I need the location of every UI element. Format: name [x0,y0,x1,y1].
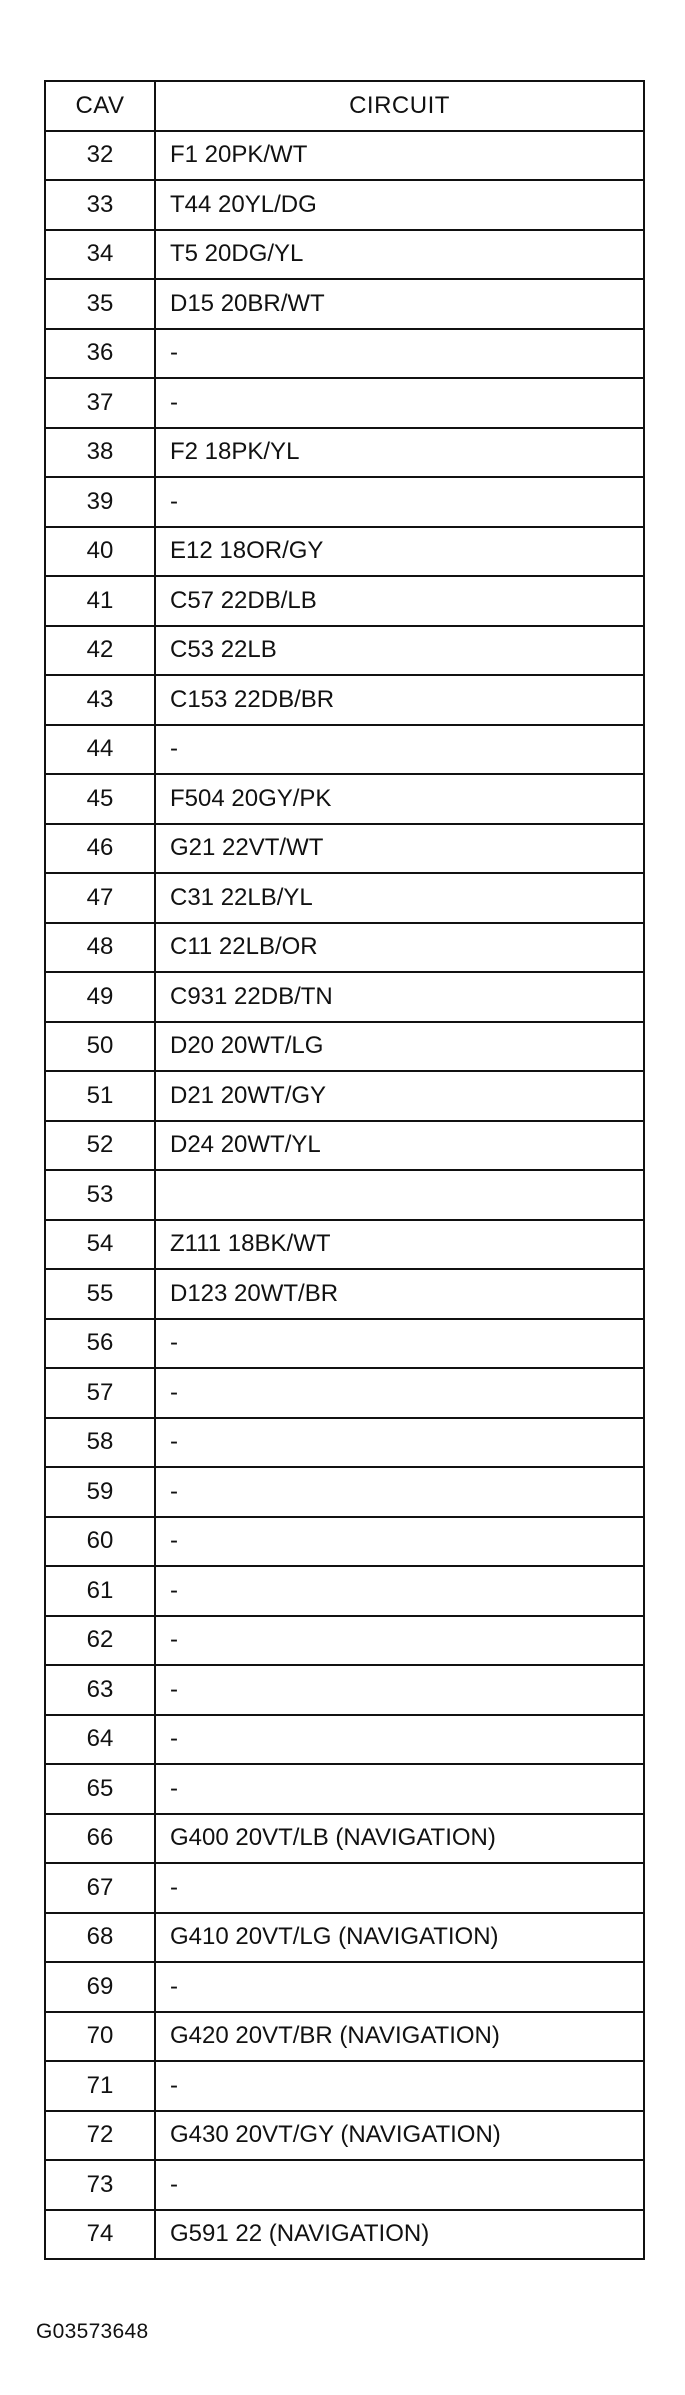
cav-cell: 37 [45,378,155,428]
circuit-cell: - [155,1962,644,2012]
table-row [45,1863,644,1913]
table-row [45,2061,644,2111]
cav-cell: 42 [45,626,155,676]
circuit-cell: C153 22DB/BR [155,675,644,725]
cav-cell: 63 [45,1665,155,1715]
cav-cell: 72 [45,2111,155,2161]
circuit-cell: - [155,1616,644,1666]
cav-cell: 69 [45,1962,155,2012]
cav-cell: 56 [45,1319,155,1369]
table-row [45,2111,644,2161]
circuit-cell: - [155,1418,644,1468]
cav-cell: 54 [45,1220,155,1270]
cav-cell: 48 [45,923,155,973]
circuit-cell: F2 18PK/YL [155,428,644,478]
cav-cell: 38 [45,428,155,478]
table-row [45,1814,644,1864]
cav-column-header: CAV [45,81,155,131]
circuit-cell: F504 20GY/PK [155,774,644,824]
circuit-cell: - [155,1566,644,1616]
cav-cell: 73 [45,2160,155,2210]
circuit-cell: G420 20VT/BR (NAVIGATION) [155,2012,644,2062]
table-row [45,1517,644,1567]
cav-cell: 36 [45,329,155,379]
cav-cell: 57 [45,1368,155,1418]
table-row [45,1566,644,1616]
circuit-cell: E12 18OR/GY [155,527,644,577]
table-row [45,2160,644,2210]
circuit-cell: - [155,2160,644,2210]
circuit-cell: G591 22 (NAVIGATION) [155,2210,644,2260]
table-row [45,626,644,676]
circuit-cell: - [155,477,644,527]
cav-cell: 50 [45,1022,155,1072]
table-row [45,329,644,379]
cav-cell: 59 [45,1467,155,1517]
table-row [45,428,644,478]
circuit-cell: - [155,1764,644,1814]
cav-cell: 41 [45,576,155,626]
table-row [45,1220,644,1270]
circuit-cell: C11 22LB/OR [155,923,644,973]
table-row [45,1071,644,1121]
circuit-cell: - [155,725,644,775]
table-row [45,1764,644,1814]
table-row [45,1121,644,1171]
table-row [45,1913,644,1963]
table-row [45,972,644,1022]
table-row [45,1368,644,1418]
circuit-cell: G21 22VT/WT [155,824,644,874]
cav-cell: 68 [45,1913,155,1963]
table-row [45,131,644,181]
table-row [45,477,644,527]
circuit-cell: - [155,1863,644,1913]
table-body [45,131,644,2260]
table-header-row [45,81,644,131]
circuit-cell: - [155,329,644,379]
table-row [45,279,644,329]
table-row [45,1170,644,1220]
cav-cell: 32 [45,131,155,181]
cav-cell: 51 [45,1071,155,1121]
cav-cell: 35 [45,279,155,329]
table-row [45,1616,644,1666]
table-row [45,774,644,824]
table-row [45,378,644,428]
table-row [45,230,644,280]
circuit-cell: D24 20WT/YL [155,1121,644,1171]
cav-cell: 52 [45,1121,155,1171]
table-row [45,725,644,775]
cav-cell: 53 [45,1170,155,1220]
circuit-cell: C53 22LB [155,626,644,676]
table-row [45,1665,644,1715]
cav-cell: 64 [45,1715,155,1765]
cav-cell: 71 [45,2061,155,2111]
table-row [45,1418,644,1468]
table-row [45,1022,644,1072]
circuit-cell: G410 20VT/LG (NAVIGATION) [155,1913,644,1963]
circuit-cell: G430 20VT/GY (NAVIGATION) [155,2111,644,2161]
table-row [45,873,644,923]
table-row [45,1269,644,1319]
circuit-cell: Z111 18BK/WT [155,1220,644,1270]
circuit-cell [155,1170,644,1220]
circuit-cell: T5 20DG/YL [155,230,644,280]
cav-cell: 46 [45,824,155,874]
circuit-cell: - [155,1665,644,1715]
cav-cell: 55 [45,1269,155,1319]
table-row [45,824,644,874]
circuit-cell: D15 20BR/WT [155,279,644,329]
connector-pinout-table [44,80,645,2260]
cav-cell: 66 [45,1814,155,1864]
cav-cell: 44 [45,725,155,775]
cav-cell: 61 [45,1566,155,1616]
cav-cell: 65 [45,1764,155,1814]
circuit-cell: - [155,1319,644,1369]
circuit-cell: G400 20VT/LB (NAVIGATION) [155,1814,644,1864]
table-row [45,2012,644,2062]
table-row [45,923,644,973]
table-row [45,1319,644,1369]
cav-cell: 33 [45,180,155,230]
circuit-cell: C31 22LB/YL [155,873,644,923]
circuit-cell: D20 20WT/LG [155,1022,644,1072]
circuit-cell: - [155,1467,644,1517]
circuit-cell: D123 20WT/BR [155,1269,644,1319]
cav-cell: 47 [45,873,155,923]
table-row [45,576,644,626]
circuit-cell: C931 22DB/TN [155,972,644,1022]
cav-cell: 34 [45,230,155,280]
circuit-cell: - [155,2061,644,2111]
cav-cell: 40 [45,527,155,577]
cav-cell: 43 [45,675,155,725]
cav-cell: 67 [45,1863,155,1913]
circuit-cell: - [155,1517,644,1567]
cav-cell: 58 [45,1418,155,1468]
cav-cell: 60 [45,1517,155,1567]
table-row [45,1962,644,2012]
circuit-cell: D21 20WT/GY [155,1071,644,1121]
cav-cell: 49 [45,972,155,1022]
cav-cell: 39 [45,477,155,527]
table-row [45,675,644,725]
cav-cell: 62 [45,1616,155,1666]
table-row [45,2210,644,2260]
figure-id-label: G03573648 [36,2320,149,2343]
connector-pinout-table-container [44,80,643,2260]
circuit-cell: - [155,378,644,428]
circuit-column-header: CIRCUIT [155,81,644,131]
cav-cell: 70 [45,2012,155,2062]
table-row [45,527,644,577]
circuit-cell: T44 20YL/DG [155,180,644,230]
table-row [45,1715,644,1765]
circuit-cell: C57 22DB/LB [155,576,644,626]
circuit-cell: - [155,1368,644,1418]
table-row [45,1467,644,1517]
circuit-cell: - [155,1715,644,1765]
table-row [45,180,644,230]
cav-cell: 74 [45,2210,155,2260]
circuit-cell: F1 20PK/WT [155,131,644,181]
cav-cell: 45 [45,774,155,824]
